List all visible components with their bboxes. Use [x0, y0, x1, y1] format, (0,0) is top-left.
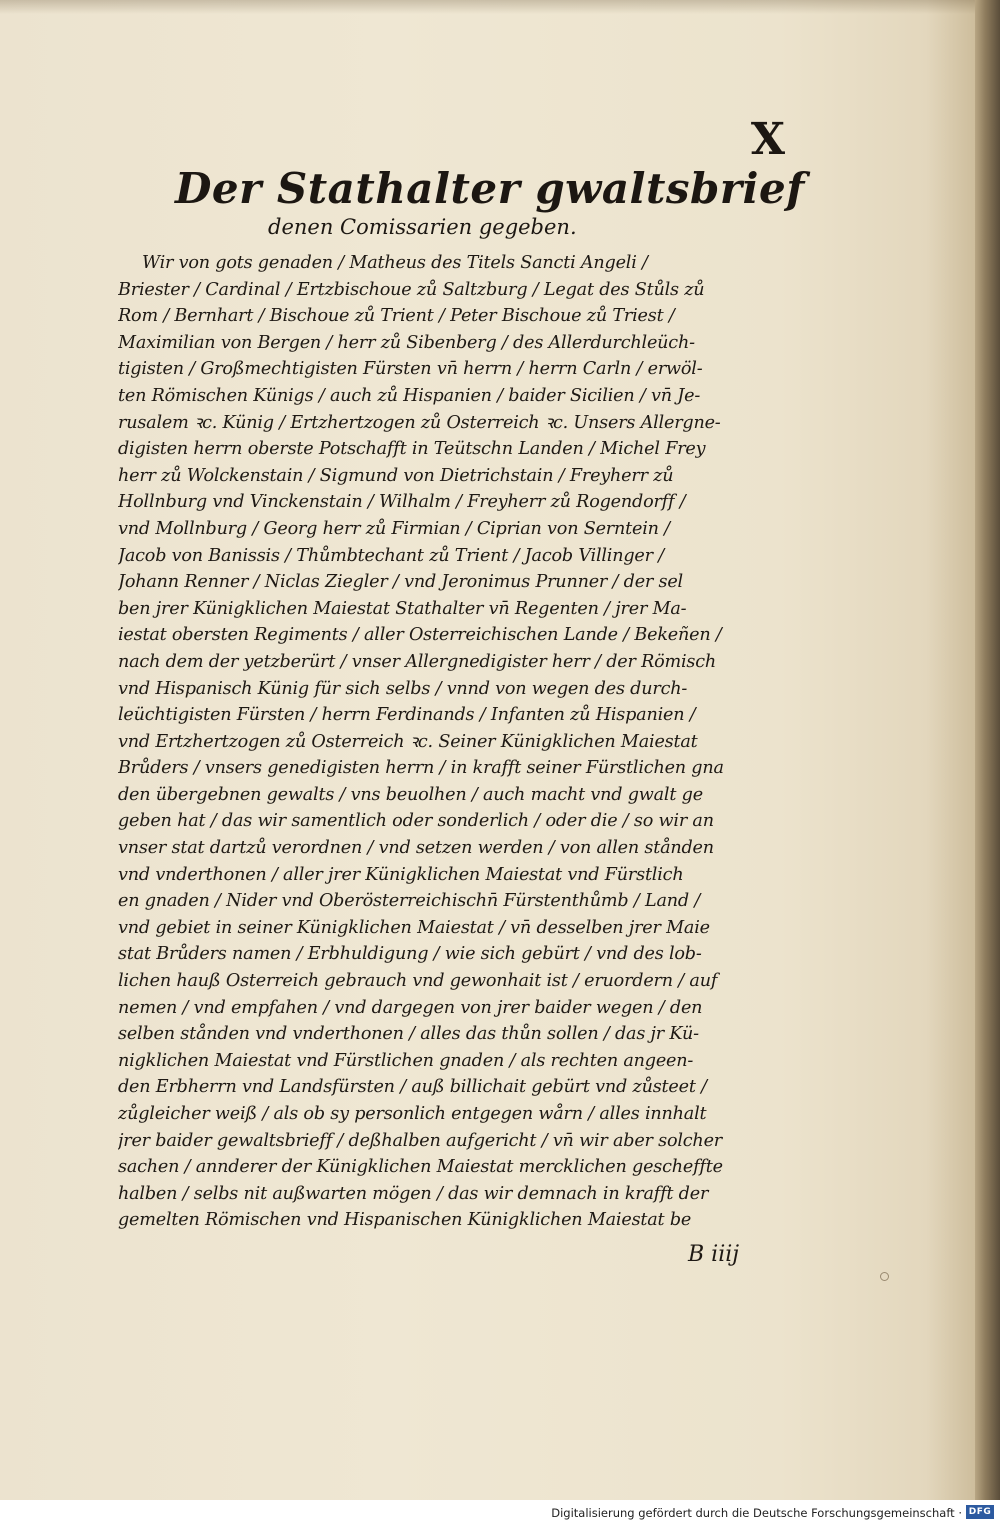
paper-blemish — [880, 1272, 889, 1281]
body-text — [118, 250, 790, 1234]
book-edge — [975, 0, 1000, 1500]
text-line: Briester / Cardinal / Ertzbischoue zů Saltzburg / Legat des Stůls zů — [118, 279, 705, 300]
page-title: Der Stathalter gwaltsbrief — [175, 164, 805, 213]
text-line: vnd gebiet in seiner Künigklichen Maiestat / vn̄ desselben jrer Maie — [118, 917, 710, 938]
text-line: den Erbherrn vnd Landsfürsten / auß billichait gebürt vnd zůsteet / — [118, 1077, 707, 1098]
footer-bar — [0, 1500, 1000, 1524]
text-line: lichen hauß Osterreich gebrauch vnd gewonhait ist / eruordern / auf — [118, 971, 718, 992]
text-line: Hollnburg vnd Vinckenstain / Wilhalm / Freyherr zů Rogendorff / — [118, 492, 686, 513]
text-line: Johann Renner / Niclas Ziegler / vnd Jeronimus Prunner / der sel — [118, 572, 683, 593]
dfg-logo[interactable]: DFG — [966, 1505, 994, 1519]
text-line: Rom / Bernhart / Bischoue zů Trient / Peter Bischoue zů Triest / — [118, 306, 675, 327]
text-line: vnser stat dartzů verordnen / vnd setzen werden / von allen stånden — [118, 838, 714, 859]
text-line: leüchtigisten Fürsten / herrn Ferdinands / Infanten zů Hispanien / — [118, 705, 696, 726]
text-line: herr zů Wolckenstain / Sigmund von Dietrichstain / Freyherr zů — [118, 465, 674, 486]
page-top-shadow — [0, 0, 975, 14]
text-line: geben hat / das wir samentlich oder sonderlich / oder die / so wir an — [118, 811, 714, 832]
text-line: Wir von gots genaden / Matheus des Titels Sancti Angeli / — [142, 253, 648, 273]
text-line: nach dem der yetzberürt / vnser Allergnedigister herr / der Römisch — [118, 651, 717, 672]
text-line: jrer baider gewaltsbrieff / deßhalben aufgericht / vn̄ wir aber solcher — [118, 1130, 722, 1151]
text-line: den übergebnen gewalts / vns beuolhen / auch macht vnd gwalt ge — [118, 784, 703, 805]
text-line: Brůders / vnsers genedigisten herrn / in krafft seiner Fürstlichen gna — [118, 758, 724, 779]
text-line: selben stånden vnd vnderthonen / alles das thůn sollen / das jr Kü- — [118, 1024, 699, 1045]
text-line: nigklichen Maiestat vnd Fürstlichen gnaden / als rechten angeen- — [118, 1050, 694, 1071]
text-line: vnd Mollnburg / Georg herr zů Firmian / Ciprian von Serntein / — [118, 518, 670, 539]
signature-mark: B iiij — [688, 1242, 740, 1267]
text-line: vnd Hispanisch Künig für sich selbs / vnnd von wegen des durch- — [118, 678, 688, 699]
text-line: zůgleicher weiß / als ob sy personlich entgegen wårn / alles innhalt — [118, 1104, 707, 1124]
text-line: iestat obersten Regiments / aller Osterreichischen Lande / Bekeñen / — [118, 625, 722, 646]
funding-credit: Digitalisierung gefördert durch die Deutsche Forschungsgemeinschaft · — [551, 1506, 962, 1520]
text-line: gemelten Römischen vnd Hispanischen Künigklichen Maiestat be — [118, 1210, 692, 1231]
text-line: tigisten / Großmechtigisten Fürsten vn̄ herrn / herrn Carln / erwöl- — [118, 359, 703, 380]
text-line: vnd Ertzhertzogen zů Osterreich ꝛc. Seiner Künigklichen Maiestat — [118, 731, 698, 752]
text-line: halben / selbs nit außwarten mögen / das wir demnach in krafft der — [118, 1183, 709, 1204]
text-line: ben jrer Künigklichen Maiestat Stathalter vn̄ Regenten / jrer Ma- — [118, 598, 687, 619]
page-subtitle: denen Comissarien gegeben. — [268, 215, 577, 239]
text-line: stat Brůders namen / Erbhuldigung / wie sich gebürt / vnd des lob- — [118, 944, 702, 965]
text-line: ten Römischen Künigs / auch zů Hispanien / baider Sicilien / vn̄ Je- — [118, 385, 701, 406]
folio-number: X — [750, 114, 786, 165]
text-line: vnd vnderthonen / aller jrer Künigklichen Maiestat vnd Fürstlich — [118, 864, 684, 885]
text-line: Jacob von Banissis / Thůmbtechant zů Trient / Jacob Villinger / — [118, 545, 664, 566]
text-line: rusalem ꝛc. Künig / Ertzhertzogen zů Osterreich ꝛc. Unsers Allergne- — [118, 412, 721, 433]
text-line: Maximilian von Bergen / herr zů Sibenberg / des Allerdurchleüch- — [118, 332, 695, 353]
text-line: en gnaden / Nider vnd Oberösterreichischn̄ Fürstenthůmb / Land / — [118, 891, 701, 912]
text-line: sachen / annderer der Künigklichen Maiestat mercklichen gescheffte — [118, 1157, 723, 1178]
text-line: digisten herrn oberste Potschafft in Teütschn Landen / Michel Frey — [118, 439, 706, 460]
text-line: nemen / vnd empfahen / vnd dargegen von jrer baider wegen / den — [118, 997, 703, 1018]
